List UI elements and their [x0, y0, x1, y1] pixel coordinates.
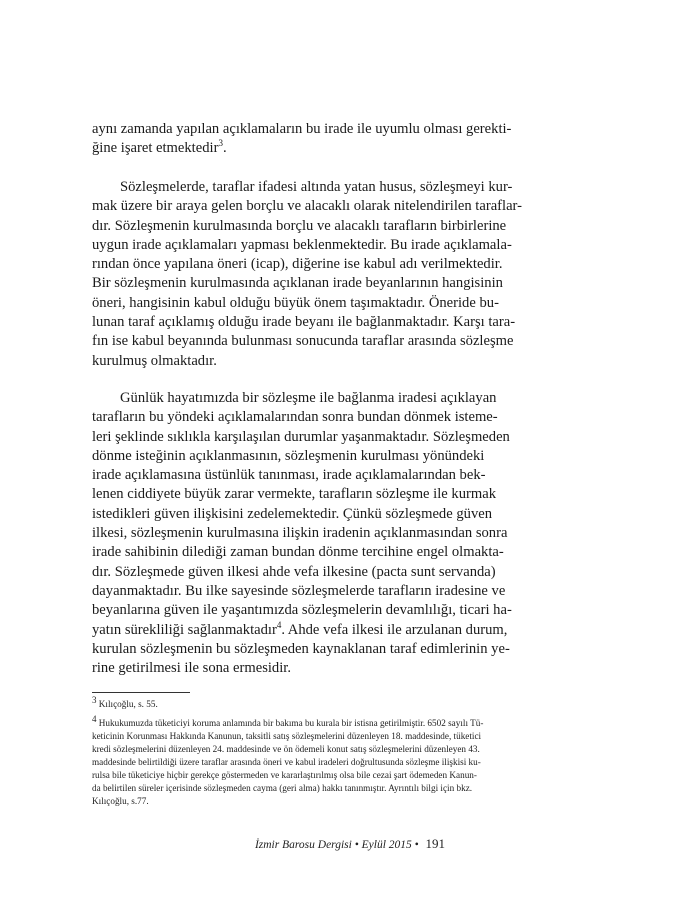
text-line — [92, 466, 606, 485]
footnote-number: 4 — [92, 713, 97, 724]
text-line — [92, 543, 606, 562]
line-text: mak üzere bir araya gelen borçlu ve alacaklı olarak nitelendirilen taraflar- — [92, 198, 522, 215]
text-line — [92, 428, 606, 447]
text-line — [92, 139, 606, 158]
footnote-line — [92, 769, 606, 782]
footnote-text: rulsa bile tüketiciye hiçbir gerekçe göstermeden ve kararlaştırılmış olsa bile cezai şart ödemeden Kanun- — [92, 770, 477, 780]
line-text: ilkesi, sözleşmenin kurulmasına ilişkin iradenin açıklanmasından sonra — [92, 525, 508, 542]
text-line — [92, 524, 606, 543]
line-text: dayanmaktadır. Bu ilke sayesinde sözleşmelerde tarafların iradesine ve — [92, 582, 506, 599]
footnote-line — [92, 730, 606, 743]
footnote-text: Kılıçoğlu, s.77. — [92, 796, 149, 806]
text-line — [92, 640, 606, 659]
text-line — [92, 197, 606, 216]
text-line — [92, 313, 606, 332]
line-text: beyanlarına güven ile yaşantımızda sözleşmelerin devamlılığı, ticari ha- — [92, 602, 512, 619]
line-text: öneri, hangisinin kabul olduğu büyük önem taşımaktadır. Öneride bu- — [92, 294, 499, 311]
text-line — [92, 274, 606, 293]
line-text: istedikleri güven ilişkisini zedelemektedir. Çünkü sözleşmede güven — [92, 505, 493, 522]
line-text: lunan taraf açıklamış olduğu irade beyanı ile bağlanmaktadır. Karşı tara- — [92, 314, 516, 331]
line-text: rine getirilmesi ile sona ermesidir. — [92, 660, 291, 677]
text-line — [92, 447, 606, 466]
paragraph-1 — [92, 120, 606, 159]
footnote-line — [92, 756, 606, 769]
line-text: yatın sürekliliği sağlanmaktadır — [92, 621, 277, 638]
footnote-text: maddesinde belirtildiği üzere taraflar arasında öneri ve kabul iradeleri doğrultusunda sözleşme ilişkisi ku- — [92, 757, 481, 767]
line-text: rından önce yapılana öneri (icap), diğerine ise kabul adı verilmektedir. — [92, 256, 503, 273]
text-line — [92, 485, 606, 504]
text-line — [92, 621, 606, 640]
page-number: 191 — [425, 836, 446, 851]
text-line — [92, 582, 606, 601]
line-text: lenen ciddiyete büyük zarar vermekte, tarafların sözleşme ile kurmak — [92, 486, 496, 503]
footnote-line — [92, 694, 606, 711]
line-text: irade açıklamasına üstünlük tanınması, irade açıklamalarından bek- — [92, 467, 486, 484]
footnote-line — [92, 743, 606, 756]
footnote-reference[interactable]: 4 — [276, 619, 282, 630]
line-text: ğine işaret etmektedir — [92, 140, 219, 157]
footnote-text: Kılıçoğlu, s. 55. — [98, 699, 158, 709]
footnote-text: da belirtilen süreler içerisinde sözleşmeden cayma (geri alma) hakkı tanınmıştır. Ayrıntılı bilgi için bkz. — [92, 783, 473, 793]
line-text: Günlük hayatımızda bir sözleşme ile bağlanma iradesi açıklayan — [120, 390, 497, 406]
line-text: Sözleşmelerde, taraflar ifadesi altında yatan husus, sözleşmeyi kur- — [120, 179, 513, 195]
text-line — [92, 408, 606, 427]
line-text: dır. Sözleşmede güven ilkesi ahde vefa ilkesine (pacta sunt servanda) — [92, 563, 496, 580]
footnote-line — [92, 782, 606, 795]
paragraph-2 — [92, 178, 606, 371]
line-text: tarafların bu yöndeki açıklamalarından sonra bundan dönmek isteme- — [92, 409, 498, 426]
text-line — [92, 178, 606, 197]
line-text: dır. Sözleşmenin kurulmasında borçlu ve alacaklı tarafların birbirlerine — [92, 217, 507, 234]
line-text: Bir sözleşmenin kurulmasında açıklanan irade beyanlarının hangisinin — [92, 275, 503, 292]
line-text: uygun irade açıklamaları yapması beklenmektedir. Bu irade açıklamala- — [92, 236, 512, 253]
text-line — [92, 389, 606, 408]
paragraph-3 — [92, 389, 606, 678]
footnote-4 — [92, 713, 606, 808]
line-text: leri şeklinde sıklıkla karşılaşılan durumlar yaşanmaktadır. Sözleşmeden — [92, 428, 510, 445]
journal-name: İzmir Barosu Dergisi • Eylül 2015 • — [254, 839, 419, 851]
footnote-text: Hukukumuzda tüketiciyi koruma anlamında bir bakıma bu kurala bir istisna getirilmiştir. 6502 sayılı Tü- — [98, 718, 484, 728]
line-text: dönme isteğinin açıklanmasının, sözleşmenin kurulması yönündeki — [92, 447, 485, 464]
text-line — [92, 659, 606, 678]
footnote-line — [92, 713, 606, 730]
page-footer — [0, 836, 700, 852]
text-line — [92, 255, 606, 274]
line-text: . — [222, 140, 227, 157]
line-text: fın ise kabul beyanında bulunması sonucunda taraflar arasında sözleşme — [92, 333, 514, 350]
footnote-number: 3 — [92, 694, 97, 705]
line-text: kurulan sözleşmenin bu sözleşmeden kaynaklanan taraf edimlerinin ye- — [92, 640, 510, 657]
footnote-text: keticinin Korunması Hakkında Kanunun, taksitli satış sözleşmelerini düzenleyen 18. maddesinde, tüketici — [92, 731, 482, 741]
text-line — [92, 236, 606, 255]
line-text: . Ahde vefa ilkesi ile arzulanan durum, — [281, 621, 508, 638]
text-line — [92, 294, 606, 313]
text-line — [92, 217, 606, 236]
footnote-line — [92, 795, 606, 808]
line-text: irade sahibinin dilediği zaman bundan dönme tercihine engel olmakta- — [92, 544, 504, 561]
text-line — [92, 505, 606, 524]
text-line — [92, 120, 606, 139]
text-line — [92, 352, 606, 371]
line-text: aynı zamanda yapılan açıklamaların bu irade ile uyumlu olması gerekti- — [92, 121, 512, 137]
line-text: kurulmuş olmaktadır. — [92, 352, 217, 369]
footnote-separator — [92, 692, 190, 693]
text-line — [92, 563, 606, 582]
footnote-3 — [92, 694, 606, 711]
footnote-reference[interactable]: 3 — [218, 138, 223, 149]
text-line — [92, 601, 606, 620]
text-line — [92, 332, 606, 351]
footnote-text: kredi sözleşmelerini düzenleyen 24. maddesinde ve ön ödemeli konut satış sözleşmelerini düzenleyen 43. — [92, 744, 480, 754]
